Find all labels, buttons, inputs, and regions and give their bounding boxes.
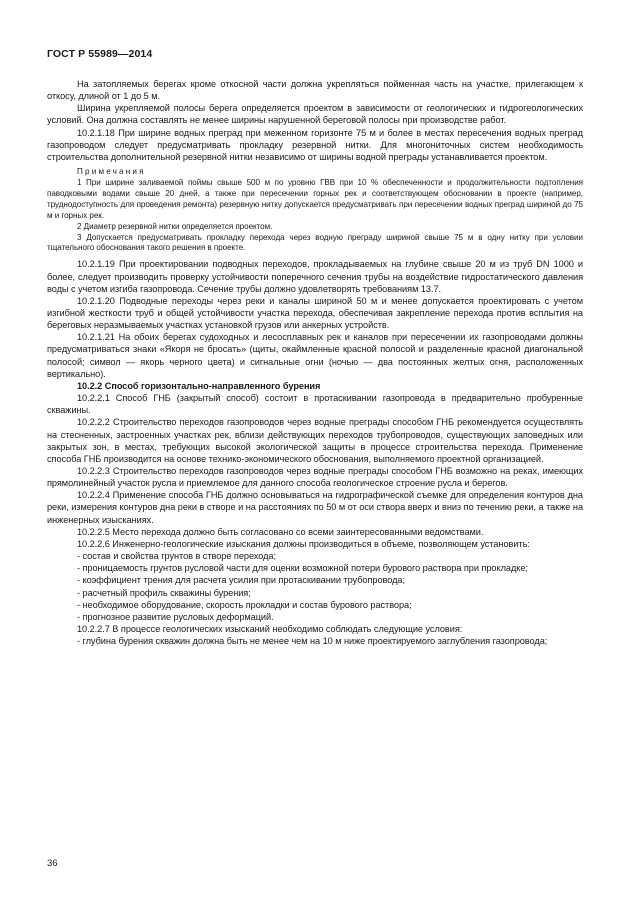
section-heading: 10.2.2 Способ горизонтально-направленного бурения [77,380,321,391]
list-item: - состав и свойства грунтов в створе перехода; [77,551,276,562]
document-body [47,78,583,647]
list-item: - необходимое оборудование, скорость прокладки и состав бурового раствора; [77,599,412,610]
document-code-header: ГОСТ Р 55989—2014 [47,48,153,60]
paragraph: 10.2.2.6 Инженерно-геологические изыскания должны производиться в объеме, позволяющем установить: [77,538,530,549]
paragraph: 10.2.2.7 В процессе геологических изысканий необходимо соблюдать следующие условия: [77,624,463,635]
note-item: 3 Допускается предусматривать прокладку перехода через водную преграду шириной свыше 75 м в одну нитку при условии тщательного обоснования такого решения в проекте. [47,232,583,253]
list-item: - прогнозное развитие русловых деформаций. [77,611,274,622]
note-item: 1 При ширине заливаемой поймы свыше 500 м по уровню ГВВ при 10 % обеспеченности и продолжительности подтопления паводковыми водами свыше 20 дней, а также при пересечении горных рек и соответствующем обосновании в проекте (например, труднодоступность для проведения ремонта) резервную нитку допускается предусматривать при пересечении водных преград шириной до 75 м и горных рек. [47,178,583,220]
page-number: 36 [47,858,58,869]
paragraph: 10.2.2.1 Способ ГНБ (закрытый способ) состоит в протаскивании газопровода в предварительно пробуренные скважины. [47,393,583,416]
paragraph: 10.2.2.5 Место перехода должно быть согласовано со всеми заинтересованными ведомствами. [77,526,484,537]
paragraph: 10.2.2.2 Строительство переходов газопроводов через водные преграды способом ГНБ рекомендуется осуществлять на стесненных, застроенных участках рек, вблизи действующих переходов трубопроводов, существующих заповедных или закрытых зон, в местах, требующих высокой экологической защиты в процессе строительства перехода. Применение способа ГНБ производится на основе технико-экономического обоснования, выполняемого проектной организацией. [47,417,583,464]
list-item: - проницаемость грунтов русловой части для оценки возможной потери бурового раствора при прокладке; [77,563,528,574]
note-item: 2 Диаметр резервной нитки определяется проектом. [77,221,273,231]
paragraph: 10.2.1.19 При проектировании подводных переходов, прокладываемых на глубине свыше 20 м из труб DN 1000 и более, следует производить проверку устойчивости поперечного сечения трубы на воздействие гидростатического давления воды с учетом изгиба газопровода. Сечение трубы должно удовлетворять требованиям 13.7. [47,259,583,294]
paragraph: 10.2.2.3 Строительство переходов газопроводов через водные преграды способом ГНБ возможно на реках, имеющих прямолинейный участок русла и приемлемое для данного способа геологическое строение русла и берегов. [47,466,583,489]
notes-title: Примечания [77,167,146,177]
paragraph: 10.2.1.18 При ширине водных преград при меженном горизонте 75 м и более в местах пересечения водных преград газопроводом следует предусматривать прокладку резервной нитки. Для многониточных систем необходимость строительства дополнительной резервной нитки независимо от ширины водной преграды устанавливается проектом. [47,127,583,162]
paragraph: 10.2.1.20 Подводные переходы через реки и каналы шириной 50 м и менее допускается проектировать с учетом изгибной жесткости труб и общей устойчивости участка перехода, обеспечивая закрепление перехода против всплытия на береговых неразмываемых участках установкой грузов или анкерных устройств. [47,295,583,331]
paragraph: Ширина укрепляемой полосы берега определяется проектом в зависимости от геологических и гидрогеологических условий. Она должна составлять не менее ширины нарушенной береговой полосы при производстве работ. [47,103,583,126]
list-item: - расчетный профиль скважины бурения; [77,587,251,598]
paragraph: На затопляемых берегах кроме откосной части должна укрепляться пойменная часть на участке, прилегающем к откосу, длиной от 1 до 5 м. [47,79,583,102]
paragraph: 10.2.2.4 Применение способа ГНБ должно основываться на гидрографической съемке для определения контуров дна реки, измерения контуров дна реки в створе и на расстояниях по 50 м от оси створа вверх и вниз по течению реки, а также на инженерных изысканиях. [47,490,583,525]
list-item: - глубина бурения скважин должна быть не менее чем на 10 м ниже проектируемого заглубления газопровода; [77,636,548,647]
list-item: - коэффициент трения для расчета усилия при протаскивании трубопровода; [77,575,405,586]
paragraph: 10.2.1.21 На обоих берегах судоходных и лесосплавных рек и каналов при пересечении их газопроводами должны предусматриваться знаки «Якоря не бросать» (щиты, окаймленные красной полосой и разделенные красной диагональной полосой; символ — якорь черного цвета) и сигнальные огни (ночью — два постоянных желтых огня, расположенных вертикально). [47,332,583,379]
